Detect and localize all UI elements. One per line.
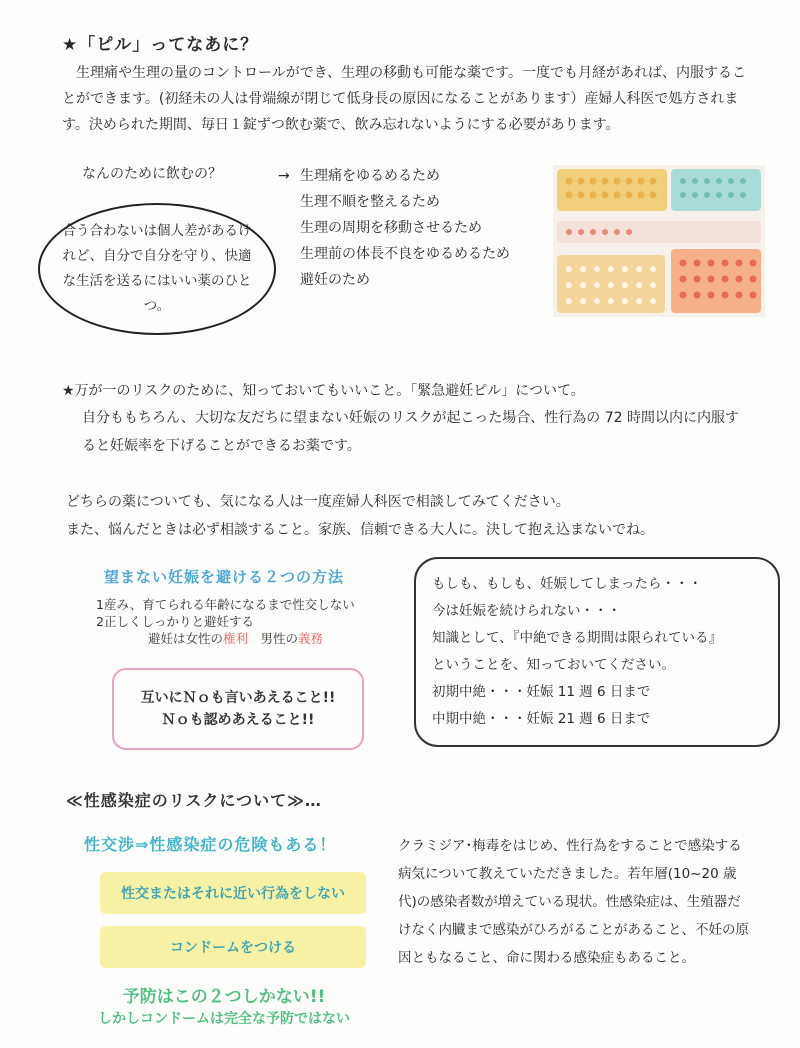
std-title: 性交渉⇒性感染症の危険もある！	[84, 835, 337, 854]
pregnancy-line: 今は妊娠を続けられない・・・	[432, 603, 621, 619]
oval-note	[38, 203, 276, 335]
consult-line: また、悩んだときは必ず相談すること。家族、信頼できる大人に。決して抱え込まないでね。	[66, 522, 654, 538]
emergency-heading: ★万が一のリスクのために、知っておいてもいいこと。「緊急避妊ピル」について。	[62, 383, 585, 399]
pregnancy-line: 中期中絶・・・妊娠 21 週 6 日まで	[432, 711, 651, 727]
reason-item: 生理の周期を移動させるため	[300, 220, 482, 236]
why-question: なんのために飲むの？	[82, 166, 222, 182]
mutual-consent-box	[112, 668, 364, 750]
method-item: 1産み、育てられる年齢になるまで性交しない	[96, 597, 355, 612]
prevention-methods	[96, 596, 355, 647]
prevention-title: 望まない妊娠を避ける２つの方法	[104, 568, 345, 586]
pregnancy-line: ということを、知っておいてください。	[432, 657, 675, 673]
pill-heading: ★「ピル」ってなあに？	[62, 35, 259, 55]
pregnancy-box	[414, 557, 780, 747]
pregnancy-line: 知識として、『中絶できる期間は限られている』	[432, 630, 722, 646]
reason-list	[278, 163, 510, 293]
pregnancy-line: もしも、もしも、妊娠してしまったら・・・	[432, 576, 702, 592]
pill-packs-image	[553, 165, 765, 317]
reason-item: → 生理痛をゆるめるため	[278, 163, 510, 189]
prevention-note-line: 予防はこの２つしかない!!	[122, 987, 326, 1007]
reason-item: 避妊のため	[300, 272, 370, 288]
std-text: クラミジア･梅毒をはじめ、性行為をすることで感染する病気について教えていただきました。若年層(10~20 歳代)の感染者数が増えている現状。性感染症は、生殖器だけなく内臓まで感染がひろがることがあること、不妊の原因ともなること、命に関わる感染症もあること。	[398, 838, 749, 966]
consult-note	[66, 488, 654, 544]
mutual-line: Ｎｏも認めあえること!!	[161, 712, 315, 728]
prevention-note	[64, 985, 384, 1029]
std-box-abstain: 性交またはそれに近い行為をしない	[100, 872, 366, 914]
prevention-note-line: しかしコンドームは完全な予防ではない	[98, 1011, 350, 1027]
rights-word: 権利	[223, 631, 249, 646]
emergency-text: 自分ももちろん、大切な友だちに望まない妊娠のリスクが起こった場合、性行為の 72 時間以内に内服すると妊娠率を下げることができるお薬です。	[82, 410, 739, 454]
method-item: 2正しくしっかりと避妊する	[96, 614, 254, 629]
consult-line: どちらの薬についても、気になる人は一度産婦人科医で相談してみてください。	[66, 494, 570, 510]
rights-duty-line: 避妊は女性の権利 男性の義務	[148, 631, 324, 646]
std-heading: ≪性感染症のリスクについて≫…	[66, 791, 322, 810]
pill-intro: 生理痛や生理の量のコントロールができ、生理の移動も可能な薬です。一度でも月経があれば、内服することができます。(初経未の人は骨端線が閉じて低身長の原因になることがあります）産婦人科医で処方されます。決められた期間、毎日１錠ずつ飲む薬で、飲み忘れないようにする必要があります。	[62, 65, 747, 133]
duty-word: 義務	[298, 631, 324, 646]
oval-note-text: 合う合わないは個人差があるけれど、自分で自分を守り、快適な生活を送るにはいい薬のひとつ。	[62, 223, 252, 314]
std-box-condom: コンドームをつける	[100, 926, 366, 968]
reason-item: 生理前の体長不良をゆるめるため	[300, 246, 510, 262]
mutual-line: 互いにＮｏも言いあえること!!	[140, 690, 336, 706]
arrow-icon: →	[278, 168, 290, 184]
pregnancy-line: 初期中絶・・・妊娠 11 週 6 日まで	[432, 684, 651, 700]
reason-item: 生理不順を整えるため	[300, 194, 440, 210]
